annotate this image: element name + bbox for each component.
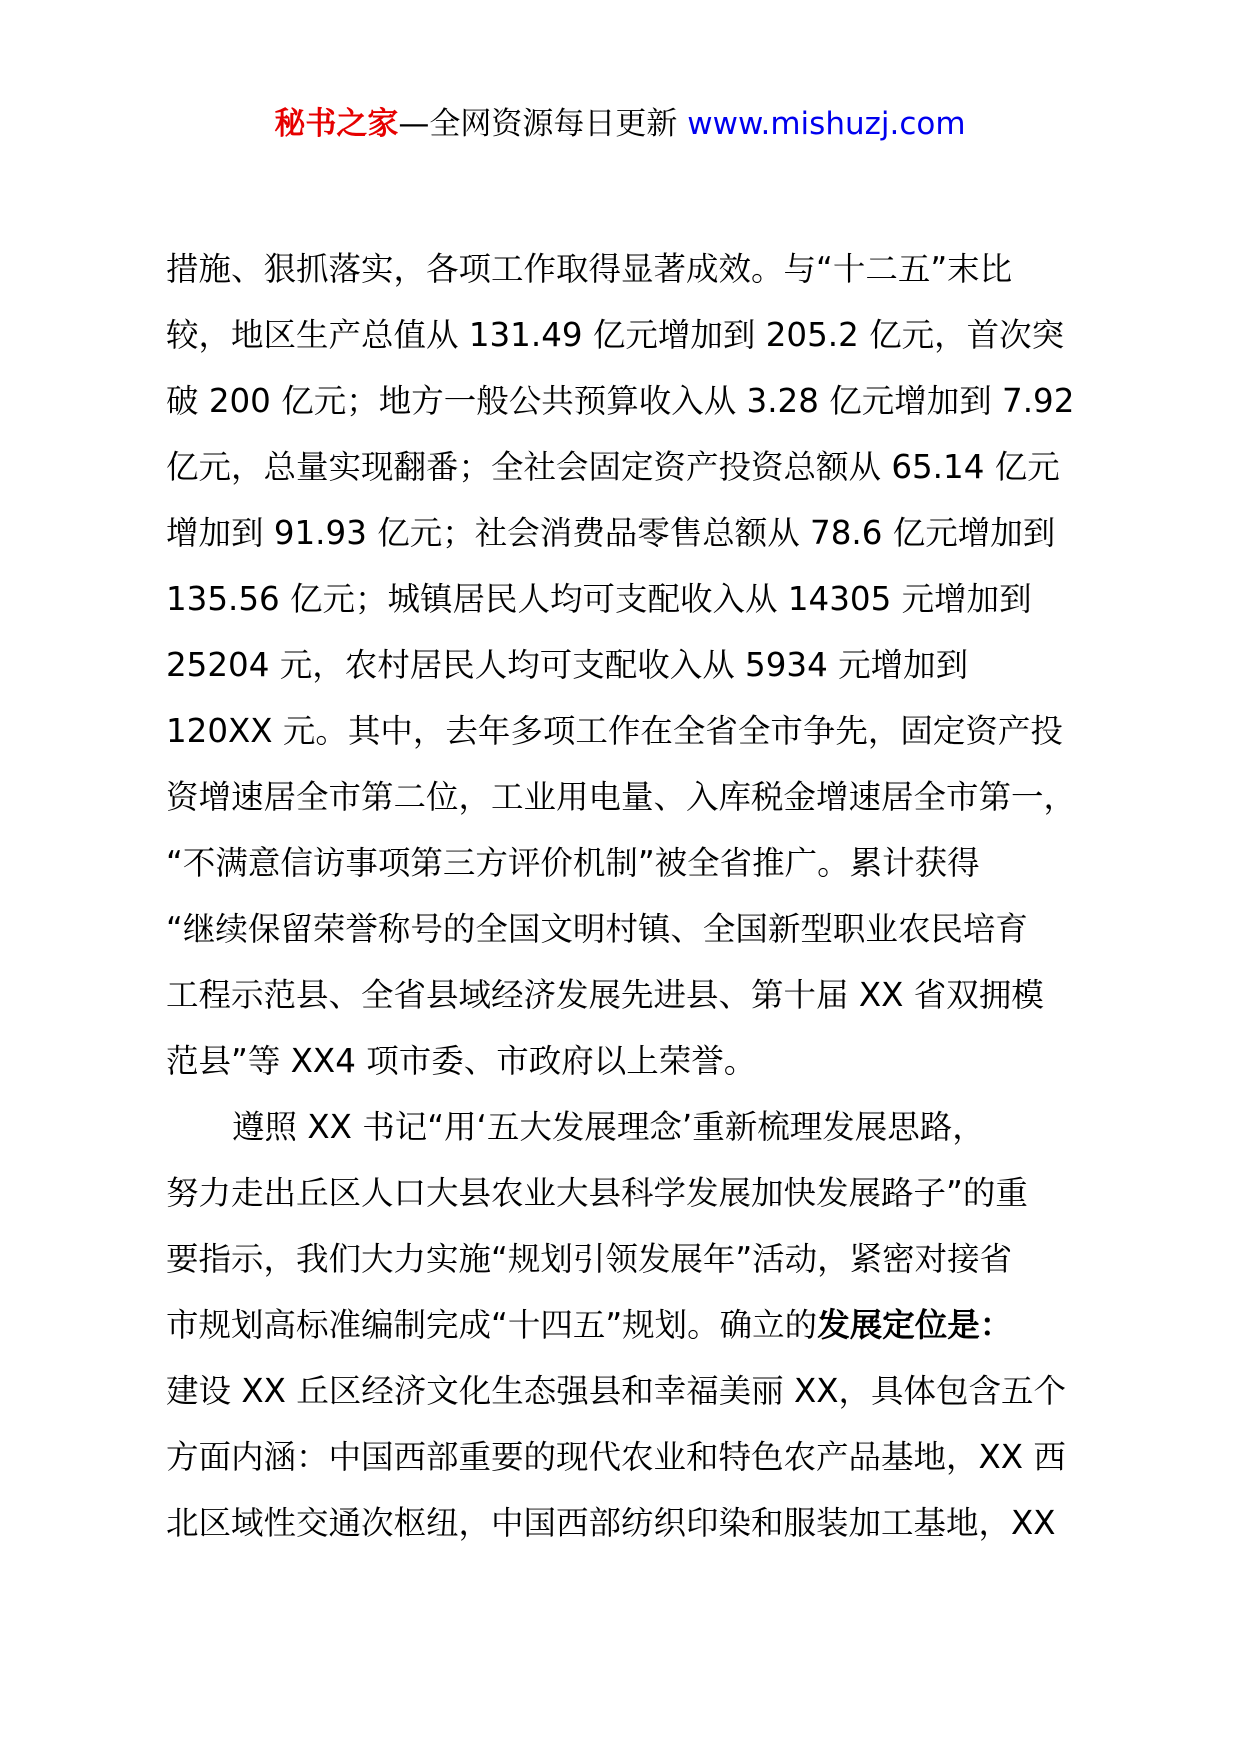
paragraph-start-line: 遵照 XX 书记“用‘五大发展理念’重新梳理发展思路， — [232, 1108, 985, 1146]
document-body — [166, 236, 1082, 1556]
body-line: 努力走出丘区人口大县农业大县科学发展加快发展路子”的重 — [166, 1174, 1028, 1212]
body-line: 建设 XX 丘区经济文化生态强县和幸福美丽 XX，具体包含五个 — [166, 1372, 1067, 1410]
body-line: 方面内涵：中国西部重要的现代农业和特色农产品基地，XX 西 — [166, 1438, 1066, 1476]
bold-phrase: 发展定位是： — [817, 1306, 1013, 1344]
body-line: 破 200 亿元；地方一般公共预算收入从 3.28 亿元增加到 7.92 — [166, 382, 1075, 420]
body-line: 北区域性交通次枢纽，中国西部纺织印染和服装加工基地，XX — [166, 1504, 1056, 1542]
body-line-text: 市规划高标准编制完成“十四五”规划。确立的 — [166, 1306, 818, 1344]
header-tagline: —全网资源每日更新 — [398, 106, 688, 142]
body-line-with-emphasis — [166, 1292, 1082, 1358]
site-url-link[interactable]: www.mishuzj.com — [687, 106, 966, 142]
body-line: 135.56 亿元；城镇居民人均可支配收入从 14305 元增加到 — [166, 580, 1032, 618]
body-line: 较，地区生产总值从 131.49 亿元增加到 205.2 亿元，首次突 — [166, 316, 1065, 354]
body-line: “不满意信访事项第三方评价机制”被全省推广。累计获得 — [166, 844, 980, 882]
body-line: 措施、狠抓落实，各项工作取得显著成效。与“十二五”末比 — [166, 250, 1013, 288]
body-line: 120XX 元。其中，去年多项工作在全省全市争先，固定资产投 — [166, 712, 1063, 750]
body-line: 范县”等 XX4 项市委、市政府以上荣誉。 — [166, 1042, 757, 1080]
body-line: 要指示，我们大力实施“规划引领发展年”活动，紧密对接省 — [166, 1240, 1013, 1278]
body-line: 增加到 91.93 亿元；社会消费品零售总额从 78.6 亿元增加到 — [166, 514, 1056, 552]
body-line: “继续保留荣誉称号的全国文明村镇、全国新型职业农民培育 — [166, 910, 1028, 948]
body-line: 25204 元，农村居民人均可支配收入从 5934 元增加到 — [166, 646, 969, 684]
page-header — [0, 102, 1240, 146]
brand-name: 秘书之家 — [274, 106, 399, 142]
body-line: 工程示范县、全省县域经济发展先进县、第十届 XX 省双拥模 — [166, 976, 1044, 1014]
body-line: 资增速居全市第二位，工业用电量、入库税金增速居全市第一， — [166, 778, 1077, 816]
body-line: 亿元，总量实现翻番；全社会固定资产投资总额从 65.14 亿元 — [166, 448, 1060, 486]
